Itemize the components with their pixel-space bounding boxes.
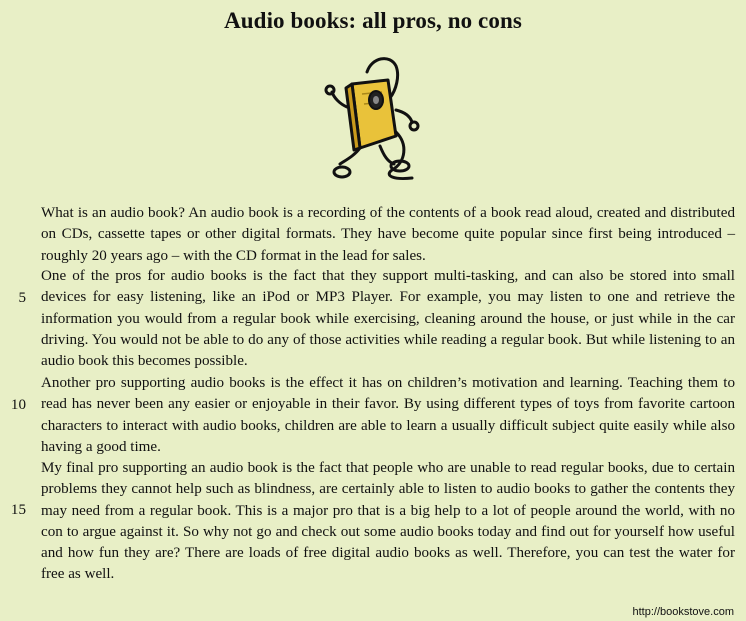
page-title: Audio books: all pros, no cons: [224, 8, 522, 33]
line-number: 5: [18, 290, 26, 306]
line-number: 10: [10, 397, 26, 413]
paragraph: What is an audio book? An audio book is a recording of the contents of a book read aloud, created and distributed on CDs, cassette tapes or other digital formats. They have become quite popular since first being introduced – roughly 20 years ago – with the CD format in the lead for sales.: [41, 205, 735, 264]
walking-book-with-headphones-icon: [322, 52, 422, 187]
line-number: 15: [10, 502, 26, 518]
paragraph: One of the pros for audio books is the fact that they support multi-tasking, and can also be stored into small devices for easy listening, like an iPod or MP3 Player. For example, you may listen to one and retrieve the information you would from a regular book while exercising, cleaning around the house, or just while in the car driving. You would not be able to do any of those activities while reading a regular book. But while listening to an audio book this becomes possible.: [41, 268, 735, 370]
paragraph: Another pro supporting audio books is the effect it has on children’s motivation and learning. Teaching them to read has never been any easier or enjoyable in their favor. By using different types of toys from favorite cartoon characters to interact with audio books, children are able to learn a usually difficult subject quite easily while also having a good time.: [41, 375, 735, 455]
source-url: http://bookstove.com: [632, 606, 734, 618]
paragraph: My final pro supporting an audio book is the fact that people who are unable to read regular books, due to certain problems they cannot help such as blindness, are certainly able to listen to audio books to gather the contents they may need from a regular book. This is a major pro that is a big help to a lot of people around the world, with no con to argue against it. So why not go and check out some audio books today and find out for yourself how useful and how fun they are? There are loads of free digital audio books as well. Therefore, you can test the water for free as well.: [41, 460, 735, 583]
